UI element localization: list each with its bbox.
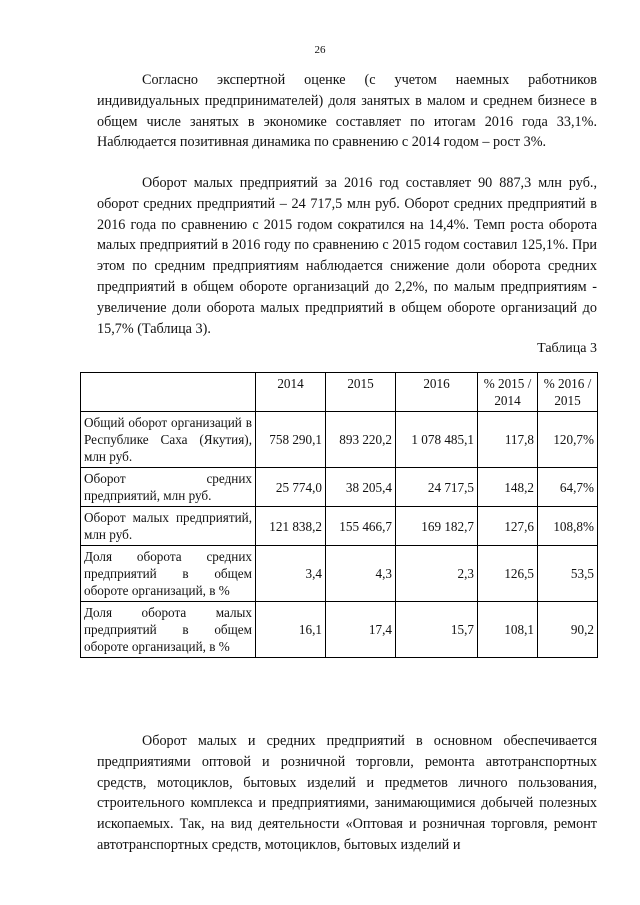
- table-caption: Таблица 3: [537, 341, 597, 356]
- cell-value: 169 182,7: [396, 507, 478, 546]
- cell-value: 90,2: [538, 602, 598, 658]
- cell-value: 3,4: [256, 546, 326, 602]
- header-cell-2016: 2016: [396, 373, 478, 412]
- paragraph-industry-structure: Оборот малых и средних предприятий в основном обеспечивается предприятиями оптовой и розничной торговли, ремонта автотранспортных средств, мотоциклов, бытовых изделий и предметов личного пользования, строительного комплекса и предприятиями, занимающимися добычей полезных ископаемых. Так, на вид деятельности «Оптовая и розничная торговля, ремонт автотранспортных средств, мотоциклов, бытовых изделий и: [97, 733, 597, 853]
- cell-value: 121 838,2: [256, 507, 326, 546]
- cell-value: 127,6: [478, 507, 538, 546]
- row-label: Общий оборот организаций в Республике Саха (Якутия), млн руб.: [81, 412, 256, 468]
- cell-value: 2,3: [396, 546, 478, 602]
- cell-value: 15,7: [396, 602, 478, 658]
- header-cell-pct-2016-2015: % 2016 / 2015: [538, 373, 598, 412]
- cell-value: 758 290,1: [256, 412, 326, 468]
- cell-value: 53,5: [538, 546, 598, 602]
- cell-value: 1 078 485,1: [396, 412, 478, 468]
- cell-value: 117,8: [478, 412, 538, 468]
- cell-value: 148,2: [478, 468, 538, 507]
- cell-value: 126,5: [478, 546, 538, 602]
- table-row: [81, 546, 598, 602]
- cell-value: 17,4: [326, 602, 396, 658]
- row-label: Доля оборота малых предприятий в общем обороте организаций, в %: [81, 602, 256, 658]
- table-header-row: [81, 373, 598, 412]
- row-label: Оборот малых предприятий, млн руб.: [81, 507, 256, 546]
- cell-value: 38 205,4: [326, 468, 396, 507]
- cell-value: 64,7%: [538, 468, 598, 507]
- header-cell-2014: 2014: [256, 373, 326, 412]
- table-row: [81, 507, 598, 546]
- cell-value: 893 220,2: [326, 412, 396, 468]
- header-cell-pct-2015-2014: % 2015 / 2014: [478, 373, 538, 412]
- cell-value: 24 717,5: [396, 468, 478, 507]
- header-cell-2015: 2015: [326, 373, 396, 412]
- paragraph-turnover: Оборот малых предприятий за 2016 год составляет 90 887,3 млн руб., оборот средних предприятий – 24 717,5 млн руб. Оборот средних предприятий в 2016 года по сравнению с 2015 годом сократился на 14,4%. Темп роста оборота малых предприятий в 2016 году по сравнению с 2015 годом составил 125,1%. При этом по средним предприятиям наблюдается снижение доли оборота средних предприятий в общем обороте организаций до 2,2%, по малым предприятиям - увеличение доли оборота малых предприятий в общем обороте организаций до 15,7% (Таблица 3).: [97, 175, 597, 337]
- cell-value: 155 466,7: [326, 507, 396, 546]
- cell-value: 25 774,0: [256, 468, 326, 507]
- cell-value: 4,3: [326, 546, 396, 602]
- page-number: 26: [314, 44, 326, 56]
- cell-value: 16,1: [256, 602, 326, 658]
- cell-value: 108,8%: [538, 507, 598, 546]
- row-label: Доля оборота средних предприятий в общем обороте организаций, в %: [81, 546, 256, 602]
- cell-value: 120,7%: [538, 412, 598, 468]
- turnover-table: [80, 372, 598, 658]
- paragraph-employment-share: Согласно экспертной оценке (с учетом наемных работников индивидуальных предпринимателей) доля занятых в малом и среднем бизнесе в общем числе занятых в экономике составляет по итогам 2016 года 33,1%. Наблюдается позитивная динамика по сравнению с 2014 годом – рост 3%.: [97, 72, 597, 151]
- cell-value: 108,1: [478, 602, 538, 658]
- table-row: [81, 468, 598, 507]
- header-cell-empty: [81, 373, 256, 412]
- row-label: Оборот средних предприятий, млн руб.: [81, 468, 256, 507]
- table-row: [81, 412, 598, 468]
- table-row: [81, 602, 598, 658]
